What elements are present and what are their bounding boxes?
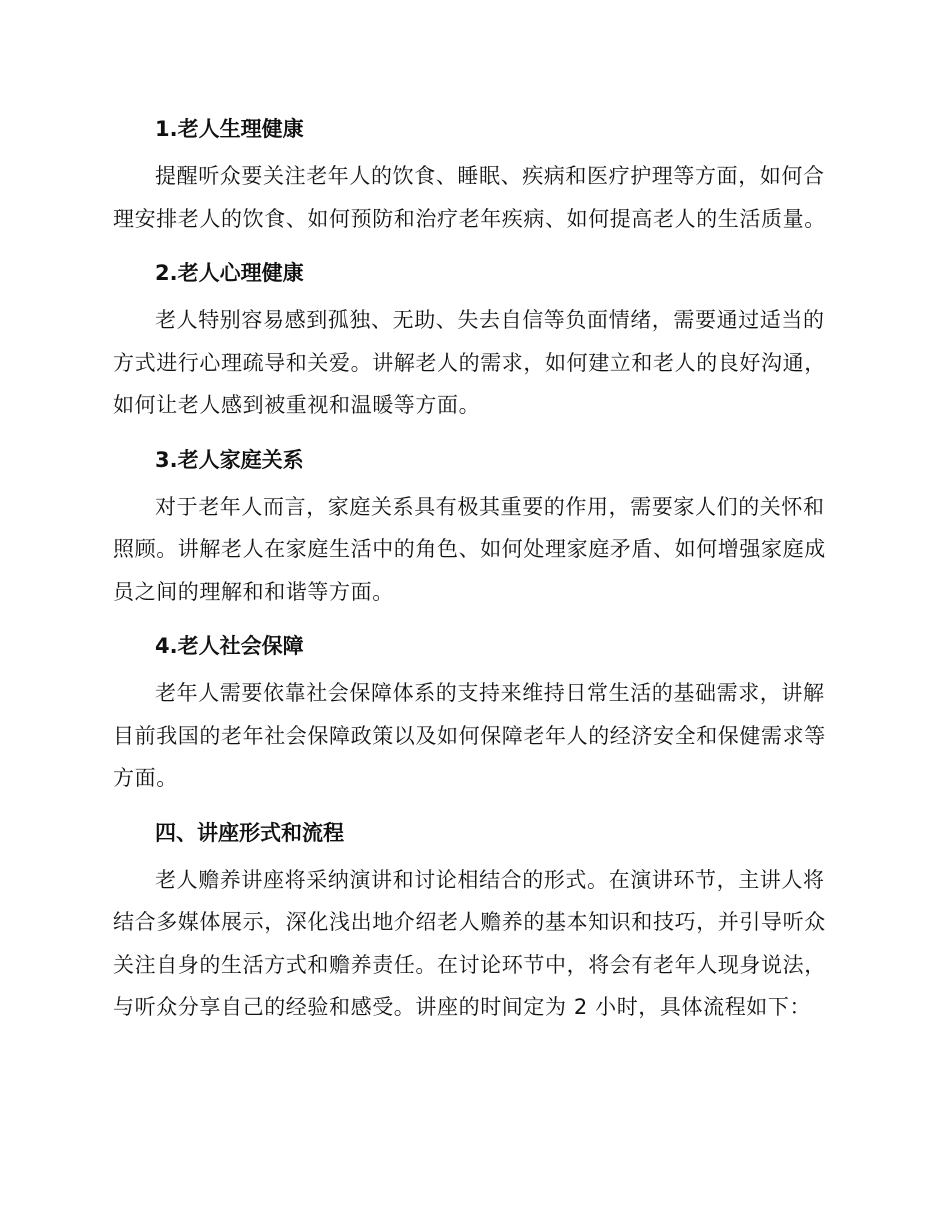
section-family-relations: [113, 439, 833, 614]
section-paragraph: 提醒听众要关注老年人的饮食、睡眠、疾病和医疗护理等方面，如何合理安排老人的饮食、如何预防和治疗老年疾病、如何提高老人的生活质量。: [113, 164, 826, 231]
section-social-security: [113, 625, 833, 800]
section-heading: 4.老人社会保障: [155, 634, 304, 658]
document-body: [113, 108, 833, 1039]
section-heading: 2.老人心理健康: [155, 261, 304, 285]
section-physical-health: [113, 108, 833, 240]
section-mental-health: [113, 252, 833, 427]
section-heading: 3.老人家庭关系: [155, 447, 304, 472]
section-paragraph: 老人特别容易感到孤独、无助、失去自信等负面情绪，需要通过适当的方式进行心理疏导和关爱。讲解老人的需求，如何建立和老人的良好沟通，如何让老人感到被重视和温暖等方面。: [113, 308, 826, 417]
section-heading: 四、讲座形式和流程: [155, 820, 344, 845]
section-lecture-format: [113, 812, 833, 1029]
section-paragraph: 老人赡养讲座将采纳演讲和讨论相结合的形式。在演讲环节，主讲人将结合多媒体展示，深化浅出地介绍老人赡养的基本知识和技巧，并引导听众关注自身的生活方式和赡养责任。在讨论环节中，将会有老年人现身说法，与听众分享自己的经验和感受。讲座的时间定为 2 小时，具体流程如下：: [113, 867, 826, 1019]
section-heading: 1.老人生理健康: [155, 117, 304, 141]
section-paragraph: 老年人需要依靠社会保障体系的支持来维持日常生活的基础需求，讲解目前我国的老年社会保障政策以及如何保障老年人的经济安全和保健需求等方面。: [113, 681, 826, 790]
section-paragraph: 对于老年人而言，家庭关系具有极其重要的作用，需要家人们的关怀和照顾。讲解老人在家庭生活中的角色、如何处理家庭矛盾、如何增强家庭成员之间的理解和和谐等方面。: [113, 494, 826, 604]
